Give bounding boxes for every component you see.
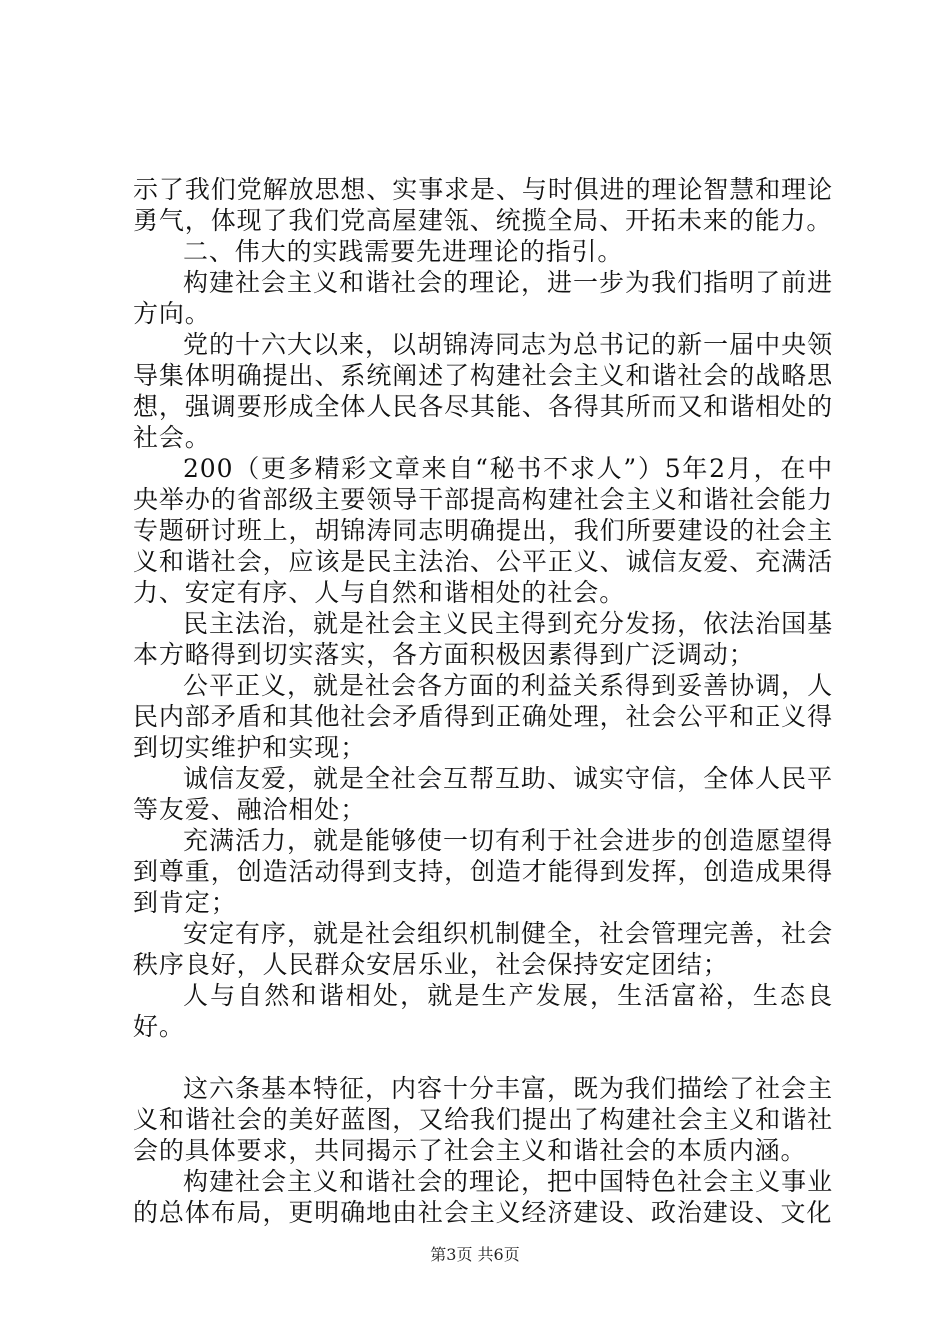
page-footer: 第3页 共6页 [430, 1245, 520, 1264]
paragraph-4: 党的十六大以来，以胡锦涛同志为总书记的新一届中央领导集体明确提出、系统阐述了构建社会主义和谐社会的战略思想，强调要形成全体人民各尽其能、各得其所而又和谐相处的社会。 [133, 330, 833, 452]
paragraph-6: 民主法治，就是社会主义民主得到充分发扬，依法治国基本方略得到切实落实，各方面积极因素得到广泛调动； [133, 609, 833, 669]
paragraph-13: 构建社会主义和谐社会的理论，把中国特色社会主义事业的总体布局，更明确地由社会主义经济建设、政治建设、文化 [133, 1167, 833, 1227]
body-text [133, 174, 833, 1228]
paragraph-3: 构建社会主义和谐社会的理论，进一步为我们指明了前进方向。 [133, 268, 833, 328]
paragraph-10: 安定有序，就是社会组织机制健全，社会管理完善，社会秩序良好，人民群众安居乐业，社会保持安定团结； [133, 919, 833, 979]
paragraph-1: 示了我们党解放思想、实事求是、与时俱进的理论智慧和理论勇气，体现了我们党高屋建瓴、统揽全局、开拓未来的能力。 [133, 175, 833, 235]
paragraph-5: 200（更多精彩文章来自“秘书不求人”）5年2月，在中央举办的省部级主要领导干部提高构建社会主义和谐社会能力专题研讨班上，胡锦涛同志明确提出，我们所要建设的社会主义和谐社会，应该是民主法治、公平正义、诚信友爱、充满活力、安定有序、人与自然和谐相处的社会。 [133, 454, 833, 607]
paragraph-7: 公平正义，就是社会各方面的利益关系得到妥善协调，人民内部矛盾和其他社会矛盾得到正确处理，社会公平和正义得到切实维护和实现； [133, 671, 833, 762]
paragraph-gap [133, 1042, 833, 1073]
paragraph-8: 诚信友爱，就是全社会互帮互助、诚实守信，全体人民平等友爱、融洽相处； [133, 764, 833, 824]
paragraph-9: 充满活力，就是能够使一切有利于社会进步的创造愿望得到尊重，创造活动得到支持，创造才能得到发挥，创造成果得到肯定； [133, 826, 833, 917]
paragraph-11: 人与自然和谐相处，就是生产发展，生活富裕，生态良好。 [133, 981, 833, 1041]
paragraph-12: 这六条基本特征，内容十分丰富，既为我们描绘了社会主义和谐社会的美好蓝图，又给我们提出了构建社会主义和谐社会的具体要求，共同揭示了社会主义和谐社会的本质内涵。 [133, 1074, 833, 1165]
paragraph-2: 二、伟大的实践需要先进理论的指引。 [183, 237, 624, 266]
